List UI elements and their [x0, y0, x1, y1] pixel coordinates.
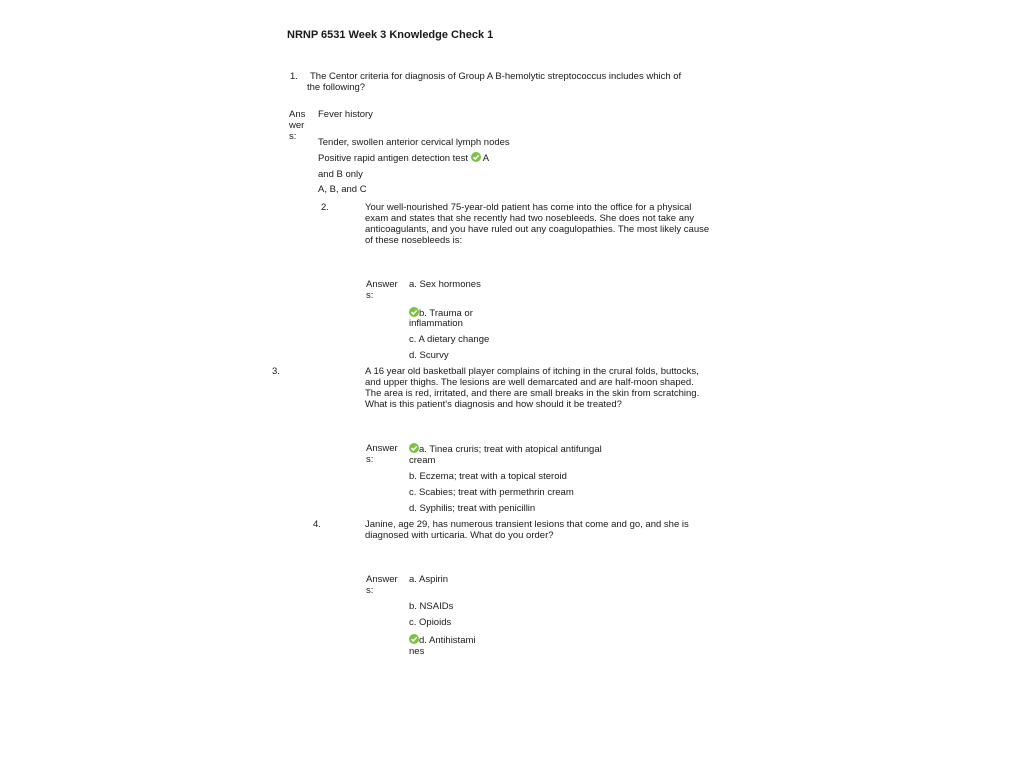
q2-answers-label-1: Answer [366, 279, 398, 290]
q3-number: 3. [272, 366, 280, 377]
q2-text: Your well-nourished 75-year-old patient has come into the office for a physical exam and states that she recently had two nosebleeds. She does not take any anticoagulants, and you have ruled out any coagulopathies. The most likely cause of these nosebleeds is: [365, 202, 710, 246]
q4-answers-label-1: Answer [366, 574, 398, 585]
q4-option-d[interactable] [409, 634, 476, 646]
q3-option-a-cont: cream [409, 455, 436, 466]
q1-number: 1. [290, 71, 298, 82]
check-circle-icon [409, 634, 419, 644]
q4-option-d-label: d. Antihistami [419, 635, 476, 646]
q4-number: 4. [313, 519, 321, 530]
q2-option-a[interactable]: a. Sex hormones [409, 279, 481, 290]
q2-option-b-label: b. Trauma or [419, 308, 473, 319]
q1-option-4[interactable]: A, B, and C [318, 184, 367, 195]
q1-option-3-cont: and B only [318, 169, 363, 180]
q1-text-line2: the following? [307, 82, 366, 93]
check-circle-icon [409, 307, 419, 317]
q1-answers-label-3: s: [289, 131, 297, 142]
q3-option-d[interactable]: d. Syphilis; treat with penicillin [409, 503, 536, 514]
q2-answers-label-2: s: [366, 290, 374, 301]
q3-option-b[interactable]: b. Eczema; treat with a topical steroid [409, 471, 567, 482]
q3-option-c[interactable]: c. Scabies; treat with permethrin cream [409, 487, 574, 498]
q3-text: A 16 year old basketball player complains of itching in the crural folds, buttocks, and upper thighs. The lesions are well demarcated and are half-moon shaped. The area is red, irritated, and there are small breaks in the skin from scratching. What is this patient's diagnosis and how should it be treated? [365, 366, 700, 410]
q2-option-d[interactable]: d. Scurvy [409, 350, 449, 361]
q1-option-2[interactable]: Tender, swollen anterior cervical lymph nodes [318, 137, 510, 148]
q3-answers-label-2: s: [366, 454, 374, 465]
q4-answers-label-2: s: [366, 585, 374, 596]
check-circle-icon [409, 443, 419, 453]
q1-option-3[interactable] [318, 152, 489, 164]
q4-option-c[interactable]: c. Opioids [409, 617, 452, 628]
q2-option-b-cont: inflammation [409, 318, 463, 329]
q1-answers-label-1: Ans [289, 109, 306, 120]
q3-option-a[interactable] [409, 443, 602, 455]
q3-answers-label-1: Answer [366, 443, 398, 454]
q1-text-line1: The Centor criteria for diagnosis of Group A B-hemolytic streptococcus includes which of [310, 71, 682, 82]
q1-option-1[interactable]: Fever history [318, 109, 373, 120]
check-circle-icon [471, 152, 481, 162]
q3-option-a-label: a. Tinea cruris; treat with atopical antifungal [419, 444, 602, 455]
q4-option-a[interactable]: a. Aspirin [409, 574, 449, 585]
q4-option-d-cont: nes [409, 646, 425, 657]
q2-option-c[interactable]: c. A dietary change [409, 334, 490, 345]
q1-answers-label-2: wer [289, 120, 305, 131]
q1-option-3-suffix: A [482, 153, 490, 164]
q4-option-b[interactable]: b. NSAIDs [409, 601, 454, 612]
page-title: NRNP 6531 Week 3 Knowledge Check 1 [287, 29, 494, 41]
q2-number: 2. [321, 202, 329, 213]
q1-option-3-label: Positive rapid antigen detection test [318, 153, 468, 164]
q4-text: Janine, age 29, has numerous transient lesions that come and go, and she is diagnosed with urticaria. What do you order? [365, 519, 689, 541]
